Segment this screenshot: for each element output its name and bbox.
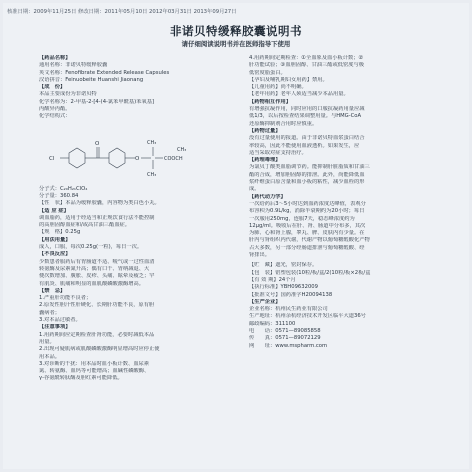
text-line: 肝内与肾组织内代谢，代谢产物以葡萄糖醛酸化产物 [249,237,370,244]
text-line: 【老年用药】老年人须适当减少本品用量。 [249,91,349,98]
text-line: 2.原发性胆汁性肝硬化、长期肝功能不良，原有胆 [39,302,155,309]
section-heading: 【注意事项】 [39,324,71,331]
text-line: 【儿童用药】尚不明确。 [249,84,307,91]
label-ch3-b: CH₃ [147,171,157,178]
text-line: 丙酸异丙酯。 [39,106,71,113]
text-line: 低1/3，以后按检查结果调整用量。与HMG-CoA [249,113,362,120]
text-line: 【包 装】铝塑包装(10粒/板/盒/2(10粒/板×2板/盒 [249,269,371,276]
section-heading: 【用法用量】 [39,236,71,243]
text-line: 电 话：0571—89085858 [249,327,321,334]
text-line: 成。 [249,186,260,193]
section-heading: 【药理毒理】 [249,157,281,164]
text-line: 调血脂药，适用于经适当和正规饮食行法不能控制 [39,214,155,221]
section-heading: 【适 应 症】 [39,207,69,214]
section-heading: 【生产企业】 [249,298,281,305]
right-lines [249,55,447,350]
label-cl: Cl [49,155,55,162]
text-line: 少数患者服药后有胃肠道不适、嗳气或一过性血清 [39,258,155,265]
text-line: 成人，口服，每次0.25g(一粒)，每日一次。 [39,244,143,251]
text-line: 布容积为0.9L/kg，消除半衰期约为20小时；每日 [249,208,365,215]
text-line: 3.对本品过敏者。 [39,317,81,324]
text-line: 生产地址：杭州余杭经济技术开发区临平大道36号 [249,313,366,320]
text-line: 化学结构式： [39,113,71,120]
text-line: 没有过量使用的报道。由于非诺贝特血浆蛋白结合 [249,135,365,142]
text-line: 率较高，因此不能使用血液透析。如果发生，应 [249,142,360,149]
text-line: 肝功能试验；③血胆固醇、甘油三酯或低密度与极 [249,62,364,69]
text-line: γ-谷氨酰转肽酶及胆红素可能降低。 [39,375,123,382]
section-heading: 【成 份】 [39,84,66,91]
label-ch3-c: CH₃ [177,146,187,153]
text-line: 【性 状】本品为缓释胶囊，内容物为类白色小丸。 [39,200,160,207]
text-line: 邮政编码：311100 [249,320,296,327]
text-line: 氮、转氨酶、血钙等可能增高；血碱性磷酸酶、 [39,368,150,375]
text-line: 有肌炎、肌痛和明显的血肌酸磷酸激酶增高。 [39,280,144,287]
text-line: 网 址：www.mspharm.com [249,342,328,349]
text-line: 转氨酶及尿素氮升高；偶有口干、胃纳减退、大 [39,265,150,272]
text-line: 【有 效 期】24个月 [249,276,296,283]
text-line: 化学名称为：2-甲基-2-[4-(4-氯苯甲酰基)苯氧基] [39,98,155,105]
section-heading: 【药物相互作用】 [249,98,291,105]
text-line: 1.严重肝功能不良者； [39,295,92,302]
label-ch3-a: CH₃ [147,139,157,146]
text-line: 【贮 藏】遮光，密封保存。 [249,262,318,269]
text-line: 用量。 [39,338,55,345]
section-heading: 【不良反应】 [39,251,71,258]
molecular-formula: 分子式：C₂₀H₂₁ClO₄ [39,185,88,192]
left-lines-top [39,55,245,121]
text-line: 酯的合成，增加胆固醇的排泄。此外，尚能降低血 [249,171,365,178]
text-line: 还原酶抑制剂合用时应慎重。 [249,120,318,127]
text-line: 适当采取对症支持治疗。 [249,149,307,156]
text-line: 为氯贝丁酸类血脂调节药。能抑制肝脏脂质和甘油三 [249,164,370,171]
text-line: 通用名称：非诺贝特缓释胶囊 [39,62,108,69]
section-heading: 【药品名称】 [39,55,71,61]
text-line: 肾排出。 [249,252,270,259]
approval-dates: 核准日期：2009年11月25日 修改日期：2011年05月10日 2012年03月31日 2013年09月27日 [7,9,237,15]
text-line: 1.用药期间应定期检查肝肾功能，必要时减低本品 [39,331,155,338]
molecular-weight: 分子量：360.84 [39,192,79,199]
text-line: 企业名称：杭州民生药业有限公司 [249,306,328,313]
text-line: 3.对诊断的干扰：用本品时血小板计数、血尿素 [39,360,150,367]
left-lines-bottom [39,200,245,382]
text-line: 12μg/ml。吸收后在肝、肾、肠道中分布多，其次 [249,222,366,229]
label-cooch: COOCH [164,155,183,162]
text-line: 本品主要成份为非诺贝特 [39,91,97,98]
document-subtitle: 请仔细阅读说明书并在医师指导下使用 [181,40,291,48]
text-line: 有增强抗凝作用，同时应用的口服抗凝药用量应减 [249,106,365,113]
document-title: 非诺贝特缓释胶囊说明书 [170,24,302,38]
structure-diagram [47,123,197,183]
label-o-carbonyl: O [95,140,100,147]
text-line: 的高胆固醇血症和/或高甘油三酯血症。 [39,222,131,229]
text-line: 【孕妇及哺乳期妇女用药】禁用。 [249,76,328,83]
section-heading: 【药物过量】 [249,127,281,134]
section-heading: 【禁 忌】 [39,287,66,294]
section-heading: 【药代动力学】 [249,193,286,200]
text-line: 【执行标准】YBH09632009 [249,284,318,291]
text-line: 汉语拼音：Feinuobeite Huanshi Jiaonang [39,76,144,83]
text-line: 便次数增加、腹胀、皮疹、头痛、眩晕及疲乏；罕 [39,273,155,280]
text-line: 占大多数，另一部分经肠道排泄与葡萄糖醛酸、经 [249,244,365,251]
label-o-ether: O [135,155,140,162]
text-line: 【批准文号】国药准字H20094138 [249,291,333,298]
text-line: 一次服用250mg，连服7天，稳态峰浓度约为 [249,215,355,222]
text-line: 低密度脂蛋白。 [249,69,286,76]
left-column [39,55,245,383]
text-line: 囊病者； [39,309,60,316]
text-line: 一次给药后3～5小时达到血药浓度达峰值，表观分 [249,200,366,207]
text-line: 英文名称：Fenofibrate Extended Release Capsules [39,69,170,76]
right-column [249,55,447,350]
text-line: 用本品。 [39,353,60,360]
text-line: 浆纤维蛋白原含量和血小板的粘性，减少血栓的形 [249,179,365,186]
text-line: 4.用药期间定期检查：①全血象及血小板计数；② [249,55,364,61]
chemical-structure [39,123,245,185]
text-line: 【规 格】0.25g [39,229,81,236]
text-line: 传 真：0571—89072129 [249,335,321,342]
text-line: 为肺、心和肾上腺，睾丸、脾、皮肤内有少量。在 [249,230,365,237]
text-line: 2.出现可疑肌病或肌酸磷酸激酶明显增高时应停止使 [39,346,160,353]
document-page [3,3,469,469]
